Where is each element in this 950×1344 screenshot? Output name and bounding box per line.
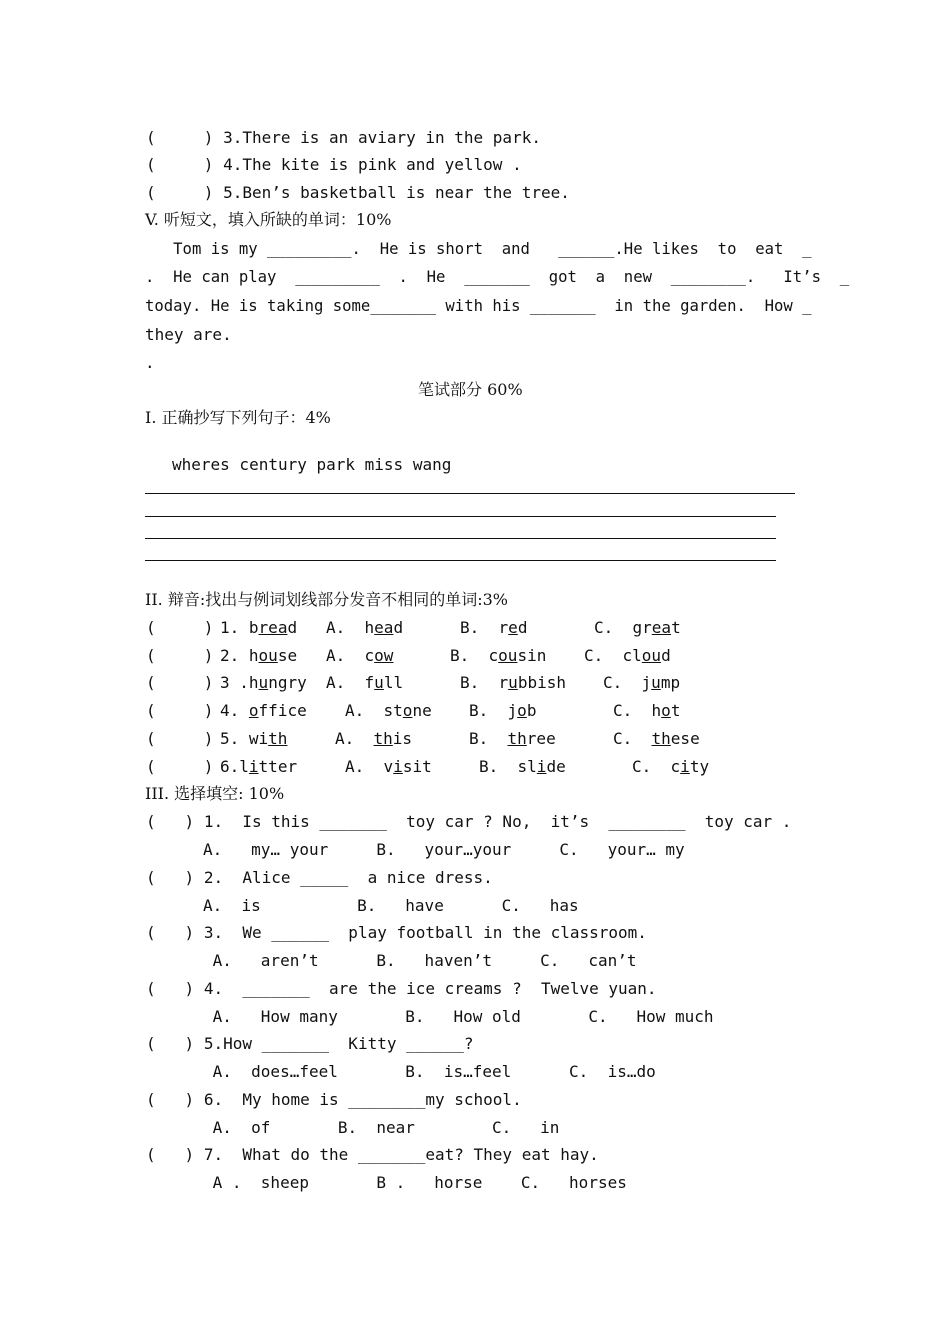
phonics-option-a: A. full	[326, 673, 404, 692]
writing-line-1[interactable]	[145, 493, 795, 494]
phonics-option-a: A. this	[335, 729, 413, 748]
mc-options-6: A. of B. near C. in	[203, 1118, 560, 1137]
mc-options-5: A. does…feel B. is…feel C. is…do	[203, 1062, 656, 1081]
answer-paren[interactable]: ( )	[146, 1145, 195, 1164]
phonics-option-c: C. jump	[603, 673, 681, 692]
phonics-option-a: A. cow	[326, 646, 394, 665]
phonics-paren[interactable]: ( )	[146, 701, 214, 720]
section-iii-title: III. 选择填空: 10%	[145, 784, 285, 803]
phonics-word: 5. with	[220, 729, 288, 748]
writing-line-2[interactable]	[145, 516, 776, 517]
phonics-paren[interactable]: ( )	[146, 618, 214, 637]
passage-line-4: they are.	[145, 325, 232, 344]
answer-paren[interactable]: ( )	[146, 155, 214, 174]
mc-question-1: ( ) 1. Is this _______ toy car ? No, it’s ________ toy car .	[146, 812, 792, 831]
section-v-title: V. 听短文，填入所缺的单词：10%	[145, 210, 392, 229]
phonics-option-c: C. hot	[613, 701, 681, 720]
passage-line-2: . He can play _________ . He _______ got a new ________. It’s _	[145, 268, 850, 286]
tf-item-5	[146, 183, 570, 203]
phonics-paren[interactable]: ( )	[146, 673, 214, 692]
phonics-option-a: A. visit	[345, 757, 432, 776]
mc-question-5: ( ) 5.How _______ Kitty ______?	[146, 1034, 474, 1053]
mc-question-2: ( ) 2. Alice _____ a nice dress.	[146, 868, 493, 887]
tf-text: 5.Ben’s basketball is near the tree.	[223, 183, 570, 202]
section-ii-title: II. 辩音:找出与例词划线部分发音不相同的单词:3%	[145, 590, 508, 609]
written-part-title: 笔试部分 60%	[418, 380, 523, 399]
writing-line-4[interactable]	[145, 560, 776, 561]
mc-question-7: ( ) 7. What do the _______eat? They eat hay.	[146, 1145, 599, 1164]
phonics-option-a: A. stone	[345, 701, 432, 720]
phonics-word: 1. bread	[220, 618, 298, 637]
phonics-option-a: A. head	[326, 618, 404, 637]
phonics-paren[interactable]: ( )	[146, 757, 214, 776]
answer-paren[interactable]: ( )	[146, 868, 195, 887]
phonics-option-b: B. cousin	[450, 646, 547, 665]
phonics-option-b: B. red	[460, 618, 528, 637]
phonics-option-c: C. great	[594, 618, 681, 637]
phonics-paren[interactable]: ( )	[146, 646, 214, 665]
passage-line-5: .	[145, 353, 155, 372]
mc-question-4: ( ) 4. _______ are the ice creams ? Twelve yuan.	[146, 979, 657, 998]
copy-sentence: wheres century park miss wang	[172, 455, 452, 474]
answer-paren[interactable]: ( )	[146, 1034, 195, 1053]
tf-item-3	[146, 128, 541, 148]
phonics-word: 3 .hungry	[220, 673, 307, 692]
tf-text: 4.The kite is pink and yellow .	[223, 155, 522, 174]
phonics-paren[interactable]: ( )	[146, 729, 214, 748]
phonics-option-c: C. these	[613, 729, 700, 748]
answer-paren[interactable]: ( )	[146, 923, 195, 942]
mc-options-7: A . sheep B . horse C. horses	[203, 1173, 627, 1192]
answer-paren[interactable]: ( )	[146, 1090, 195, 1109]
writing-line-3[interactable]	[145, 538, 776, 539]
mc-options-3: A. aren’t B. haven’t C. can’t	[203, 951, 637, 970]
section-i-title: I. 正确抄写下列句子：4%	[145, 408, 331, 427]
answer-paren[interactable]: ( )	[146, 183, 214, 202]
tf-text: 3.There is an aviary in the park.	[223, 128, 541, 147]
phonics-option-b: B. slide	[479, 757, 566, 776]
mc-question-6: ( ) 6. My home is ________my school.	[146, 1090, 522, 1109]
phonics-option-b: B. job	[469, 701, 537, 720]
phonics-word: 6.litter	[220, 757, 298, 776]
passage-line-1: Tom is my _________. He is short and ______.He likes to eat _	[145, 240, 812, 258]
answer-paren[interactable]: ( )	[146, 812, 195, 831]
mc-options-2: A. is B. have C. has	[203, 896, 579, 915]
mc-options-1: A. my… your B. your…your C. your… my	[203, 840, 685, 859]
answer-paren[interactable]: ( )	[146, 128, 214, 147]
phonics-option-c: C. city	[632, 757, 710, 776]
mc-options-4: A. How many B. How old C. How much	[203, 1007, 714, 1026]
phonics-word: 4. office	[220, 701, 307, 720]
answer-paren[interactable]: ( )	[146, 979, 195, 998]
phonics-option-c: C. cloud	[584, 646, 671, 665]
phonics-word: 2. house	[220, 646, 298, 665]
passage-line-3: today. He is taking some_______ with his _______ in the garden. How _	[145, 297, 812, 315]
phonics-option-b: B. rubbish	[460, 673, 566, 692]
phonics-option-b: B. three	[469, 729, 556, 748]
mc-question-3: ( ) 3. We ______ play football in the classroom.	[146, 923, 647, 942]
tf-item-4	[146, 155, 522, 175]
